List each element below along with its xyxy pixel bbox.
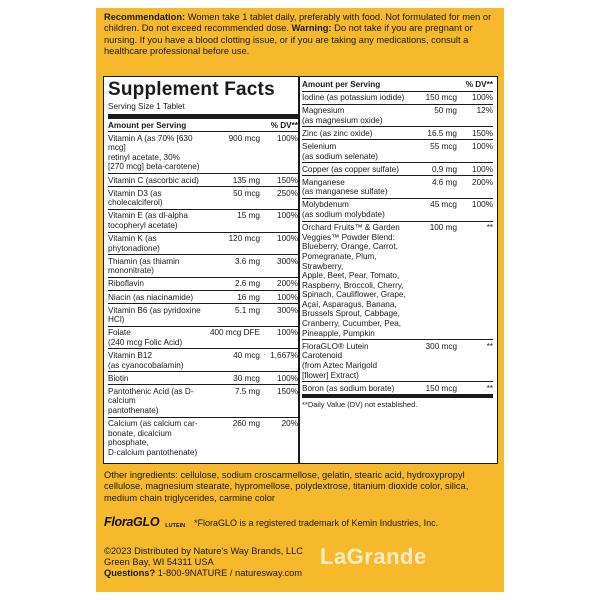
nutrient-dv: 200% <box>277 279 298 289</box>
other-ingredients: Other ingredients: cellulose, sodium croscarmellose, gelatin, stearic acid, hydroxypropyl cellulose, magnesium stearate, hypromellose, polydextrose, titanium dioxide color, silica, medium chain triglycerides, carmine color <box>104 470 469 503</box>
nutrient-dv: ** <box>486 341 493 351</box>
nutrient-name: Vitamin E (as dl-alpha tocopheryl acetate) <box>108 211 188 230</box>
nutrient-row <box>302 139 493 162</box>
nutrient-row <box>302 381 493 394</box>
nutrient-dv: 100% <box>277 328 298 338</box>
nutrient-row <box>108 371 298 384</box>
nutrient-amount: 7.5 mg <box>234 386 260 396</box>
nutrient-name: Vitamin C (ascorbic acid) <box>108 175 199 185</box>
nutrient-name: Niacin (as niacinamide) <box>108 292 194 302</box>
nutrient-name: Riboflavin <box>108 279 144 289</box>
nutrient-dv: 100% <box>472 141 493 151</box>
nutrient-row <box>302 104 493 127</box>
nutrient-amount: 300 mcg <box>425 341 457 351</box>
nutrient-dv: 100% <box>472 93 493 103</box>
nutrient-dv: 100% <box>277 292 298 302</box>
nutrient-row <box>108 384 298 416</box>
nutrient-amount: 50 mcg <box>233 188 260 198</box>
nutrient-dv: ** <box>486 383 493 393</box>
nutrient-row <box>108 209 298 232</box>
nutrient-dv: 20% <box>281 419 298 429</box>
floraglo-trademark: *FloraGLO is a registered trademark of Kemin Industries, Inc. <box>194 518 439 528</box>
amount-per-serving-header: Amount per Serving <box>302 80 381 89</box>
nutrient-name: Copper (as copper sulfate) <box>302 164 399 174</box>
supplement-facts-right-column <box>302 79 493 410</box>
nutrient-name: Vitamin K (as phytonadione) <box>108 234 160 253</box>
nutrient-amount: 2.6 mg <box>234 279 260 289</box>
nutrient-name: Thiamin (as thiamin mononitrate) <box>108 256 180 276</box>
nutrient-row <box>108 326 298 349</box>
warning-label: Warning: <box>291 23 332 34</box>
nutrient-name: Calcium (as calcium car- bonate, dicalcium phosphate, D-calcium pantothenate) <box>108 419 198 457</box>
supplement-facts-box <box>103 76 498 464</box>
recommendation-body: Women take 1 tablet daily, preferably with food. Not formulated for men or children. Do not exceed recommended dose. <box>104 12 492 34</box>
nutrient-amount: 5.1 mg <box>234 305 260 315</box>
nutrient-amount: 16 mg <box>237 292 260 302</box>
nutrient-dv: 200% <box>472 177 493 187</box>
nutrient-dv: 250% <box>277 188 298 198</box>
nutrient-amount: 15 mg <box>237 211 260 221</box>
nutrient-row <box>302 339 493 381</box>
serving-size: Serving Size 1 Tablet <box>108 102 185 111</box>
floraglo-logo-sub: LUTEIN <box>165 523 186 529</box>
nutrient-amount: 260 mg <box>232 419 260 429</box>
questions-contact: 1-800-9NATURE / naturesway.com <box>155 568 303 579</box>
nutrient-dv: 100% <box>277 373 298 383</box>
nutrient-name: Magnesium (as magnesium oxide) <box>302 106 383 125</box>
nutrient-name: Iodine (as potassium iodide) <box>302 93 405 103</box>
dv-footnote: **Daily Value (DV) not established. <box>302 394 493 410</box>
nutrient-name: Boron (as sodium borate) <box>302 383 395 393</box>
recommendation-text <box>104 12 498 58</box>
distributor-line-1: ©2023 Distributed by Nature's Way Brands, LLC <box>104 546 303 556</box>
distributor-line-2: Green Bay, WI 54311 USA <box>104 557 214 568</box>
nutrient-amount: 50 mg <box>434 106 457 116</box>
supplement-facts-title: Supplement Facts <box>108 79 275 100</box>
nutrient-amount: 120 mcg <box>228 234 260 244</box>
nutrient-row <box>108 254 298 277</box>
nutrient-row <box>302 126 493 139</box>
floraglo-logo-text: FloraGLO <box>104 515 160 529</box>
nutrient-row <box>108 173 298 186</box>
left-nutrient-rows <box>108 131 298 458</box>
nutrient-name: Zinc (as zinc oxide) <box>302 128 373 138</box>
distributor-info <box>104 546 303 580</box>
amount-per-serving-header: Amount per Serving <box>108 120 187 130</box>
questions-line <box>104 568 303 579</box>
left-table-header <box>108 119 298 132</box>
nutrient-dv: 150% <box>277 386 298 396</box>
nutrient-amount: 16.5 mg <box>427 128 457 138</box>
nutrient-dv: 100% <box>277 133 298 143</box>
nutrient-row <box>108 303 298 326</box>
supplement-facts-left-column <box>108 79 298 458</box>
nutrient-name: FloraGLO® Lutein Carotenoid (from Aztec Marigold [flower] Extract) <box>302 341 378 380</box>
nutrient-amount: 135 mg <box>232 175 260 185</box>
nutrient-dv: 300% <box>277 256 298 266</box>
watermark: LaGrande <box>320 544 427 569</box>
nutrient-dv: 12% <box>476 106 493 116</box>
nutrient-row <box>108 131 298 173</box>
nutrient-amount: 45 mcg <box>430 200 457 210</box>
right-nutrient-rows <box>302 91 493 395</box>
dv-header: % DV** <box>465 80 493 89</box>
nutrient-name: Biotin <box>108 373 129 383</box>
nutrient-row <box>108 186 298 209</box>
nutrient-name: Vitamin A (as 70% [630 mcg] retinyl acetate, 30% [270 mcg] beta-carotene) <box>108 133 200 172</box>
right-table-header <box>302 79 493 91</box>
nutrient-amount: 150 mcg <box>425 383 457 393</box>
nutrient-row <box>108 277 298 290</box>
warning-body: Do not take if you are pregnant or nursing. If you have a blood clotting issue, or if you are taking any medications, consult a healthcare professional before use. <box>104 23 473 57</box>
nutrient-amount: 4.6 mg <box>431 177 457 187</box>
nutrient-amount: 40 mcg <box>233 350 260 360</box>
nutrient-row <box>302 91 493 104</box>
nutrient-name: Vitamin D3 (as cholecalciferol) <box>108 188 163 208</box>
nutrient-dv: 100% <box>472 164 493 174</box>
nutrient-dv: 150% <box>472 128 493 138</box>
nutrient-dv: 1,667% <box>270 350 298 360</box>
nutrient-dv: 300% <box>277 305 298 315</box>
nutrient-name: Orchard Fruits™ & Garden Veggies™ Powder Blend: Blueberry, Orange, Carrot, Pomegranate, Plum, Strawberry, Apple, Beet, Pear, Tomato, Raspberry, Broccoli, Cherry, Spinach, Cauliflower, Grape, Açaí, Asparagus, Banana, Brussels Sprout, Cabbage, Cranberry, Cucumber, Pea, Pineapple, Pumpkin <box>302 223 406 338</box>
nutrient-name: Vitamin B6 (as pyridoxine HCl) <box>108 305 201 325</box>
nutrient-amount: 30 mcg <box>233 373 260 383</box>
nutrient-name: Pantothenic Acid (as D-calcium pantothenate) <box>108 386 194 415</box>
nutrient-row <box>302 162 493 175</box>
nutrient-dv: 100% <box>277 211 298 221</box>
nutrient-row <box>108 232 298 255</box>
nutrient-dv: ** <box>486 223 493 233</box>
column-divider <box>298 77 300 463</box>
nutrient-row <box>302 221 493 340</box>
questions-label: Questions? <box>104 568 156 579</box>
nutrient-amount: 400 mcg DFE <box>209 328 260 338</box>
nutrient-amount: 900 mcg <box>228 133 260 143</box>
nutrient-dv: 100% <box>277 234 298 244</box>
nutrient-row <box>108 348 298 371</box>
recommendation-label: Recommendation: <box>104 12 186 22</box>
nutrient-row <box>108 417 298 459</box>
nutrient-row <box>302 175 493 198</box>
nutrient-amount: 55 mcg <box>430 141 457 151</box>
nutrient-amount: 3.6 mg <box>234 256 260 266</box>
nutrient-row <box>302 198 493 221</box>
nutrient-name: Vitamin B12 (as cyanocobalamin) <box>108 350 184 370</box>
nutrient-name: Molybdenum (as sodium molybdate) <box>302 200 385 220</box>
nutrient-name: Manganese (as manganese sulfate) <box>302 177 388 197</box>
floraglo-logo <box>104 515 185 529</box>
nutrient-name: Selenium (as sodium selenate) <box>302 141 378 161</box>
dv-header: % DV** <box>270 120 298 130</box>
nutrient-dv: 150% <box>277 175 298 185</box>
nutrient-name: Folate (240 mcg Folic Acid) <box>108 328 183 347</box>
nutrient-amount: 150 mcg <box>425 93 457 103</box>
nutrient-amount: 100 mg <box>429 223 457 233</box>
nutrient-amount: 0.9 mg <box>431 164 457 174</box>
nutrient-row <box>108 290 298 303</box>
nutrient-dv: 100% <box>472 200 493 210</box>
